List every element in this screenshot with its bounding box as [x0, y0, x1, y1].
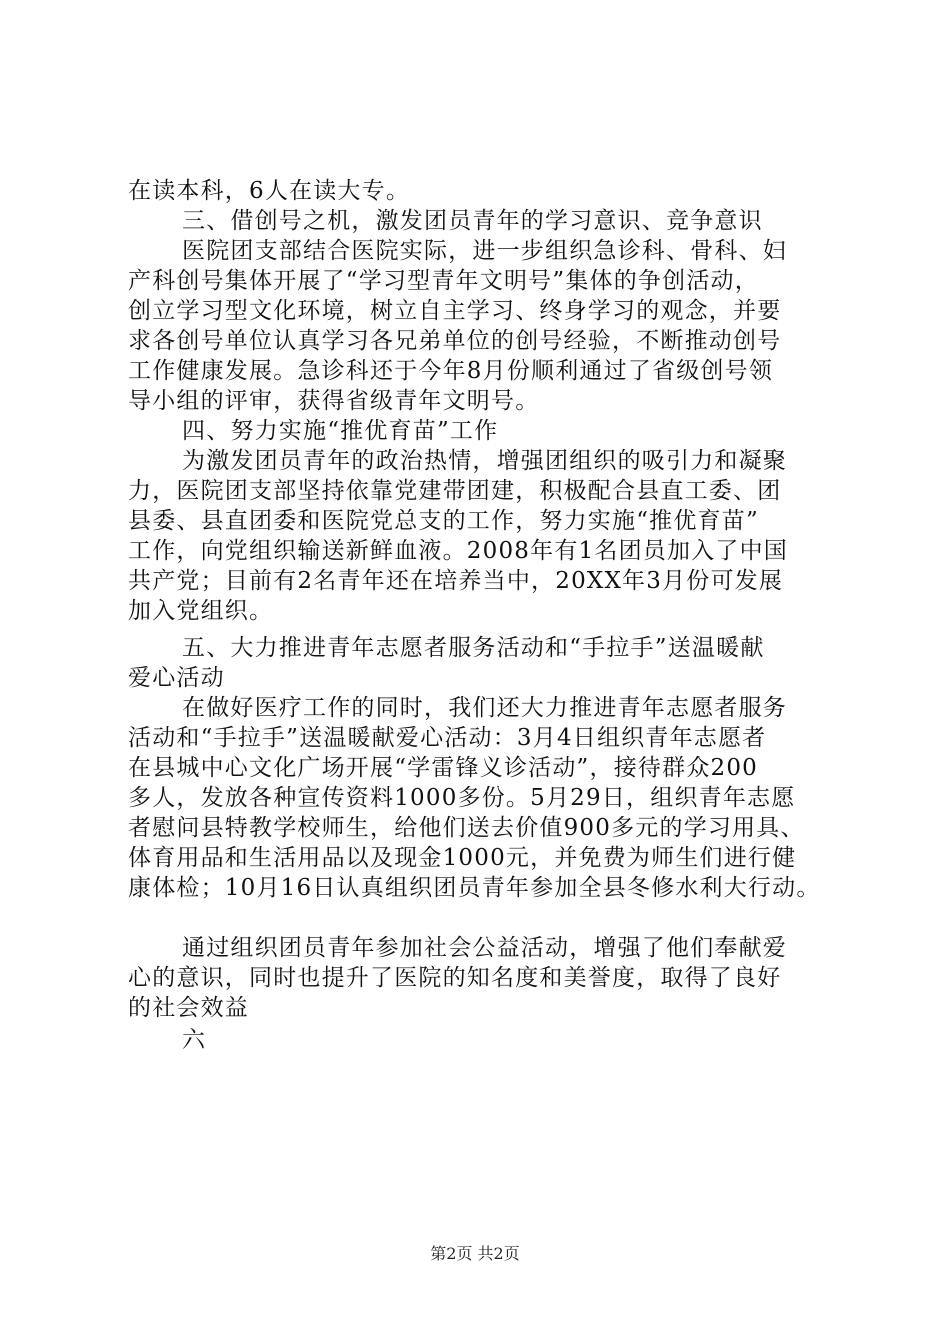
text-line: 工作健康发展。急诊科还于今年8月份顺利通过了省级创号领: [128, 358, 774, 384]
text-line: 导小组的评审，获得省级青年文明号。: [128, 388, 540, 414]
section-heading-4: 四、努力实施“推优育苗”工作: [182, 418, 499, 444]
text-line: 共产党；目前有2名青年还在培养当中，20XX年3月份可发展: [128, 568, 784, 594]
section-heading-5-cont: 爱心活动: [128, 665, 225, 691]
text-line: 康体检；10月16日认真组织团员青年参加全县冬修水利大行动。: [128, 875, 821, 901]
text-line: 医院团支部结合医院实际，进一步组织急诊科、骨科、妇: [182, 238, 787, 264]
text-line: 在做好医疗工作的同时，我们还大力推进青年志愿者服务: [182, 695, 787, 721]
section-heading-3: 三、借创号之机，激发团员青年的学习意识、竞争意识: [182, 208, 763, 234]
text-line: 工作，向党组织输送新鲜血液。2008年有1名团员加入了中国: [128, 538, 788, 564]
text-line: 产科创号集体开展了“学习型青年文明号”集体的争创活动，: [128, 268, 759, 294]
text-line: 体育用品和生活用品以及现金1000元，并免费为师生们进行健: [128, 845, 797, 871]
text-line: 县委、县直团委和医院党总支的工作，努力实施“推优育苗”: [128, 508, 759, 534]
text-line: 心的意识，同时也提升了医院的知名度和美誉度，取得了良好: [128, 965, 782, 991]
page-number-footer: 第2页 共2页: [430, 1244, 520, 1263]
text-line: 为激发团员青年的政治热情，增强团组织的吸引力和凝聚: [182, 448, 787, 474]
text-line: 加入党组织。: [128, 598, 274, 624]
text-line: 者慰问县特教学校师生，给他们送去价值900多元的学习用具、: [128, 815, 805, 841]
section-heading-6: 六: [182, 1027, 207, 1053]
text-line: 在县城中心文化广场开展“学雷锋义诊活动”，接待群众200: [128, 755, 759, 781]
text-line: 通过组织团员青年参加社会公益活动，增强了他们奉献爱: [182, 935, 787, 961]
text-line: 的社会效益: [128, 995, 249, 1021]
text-line: 创立学习型文化环境，树立自主学习、终身学习的观念，并要: [128, 298, 782, 324]
section-heading-5: 五、大力推进青年志愿者服务活动和“手拉手”送温暖献: [182, 635, 765, 661]
text-line: 在读本科，6人在读大专。: [128, 178, 411, 204]
text-line: 活动和“手拉手”送温暖献爱心活动：3月4日组织青年志愿者: [128, 725, 767, 751]
text-line: 多人，发放各种宣传资料1000多份。5月29日，组织青年志愿: [128, 785, 796, 811]
text-line: 求各创号单位认真学习各兄弟单位的创号经验，不断推动创号: [128, 328, 782, 354]
text-line: 力，医院团支部坚持依靠党建带团建，积极配合县直工委、团: [128, 478, 782, 504]
